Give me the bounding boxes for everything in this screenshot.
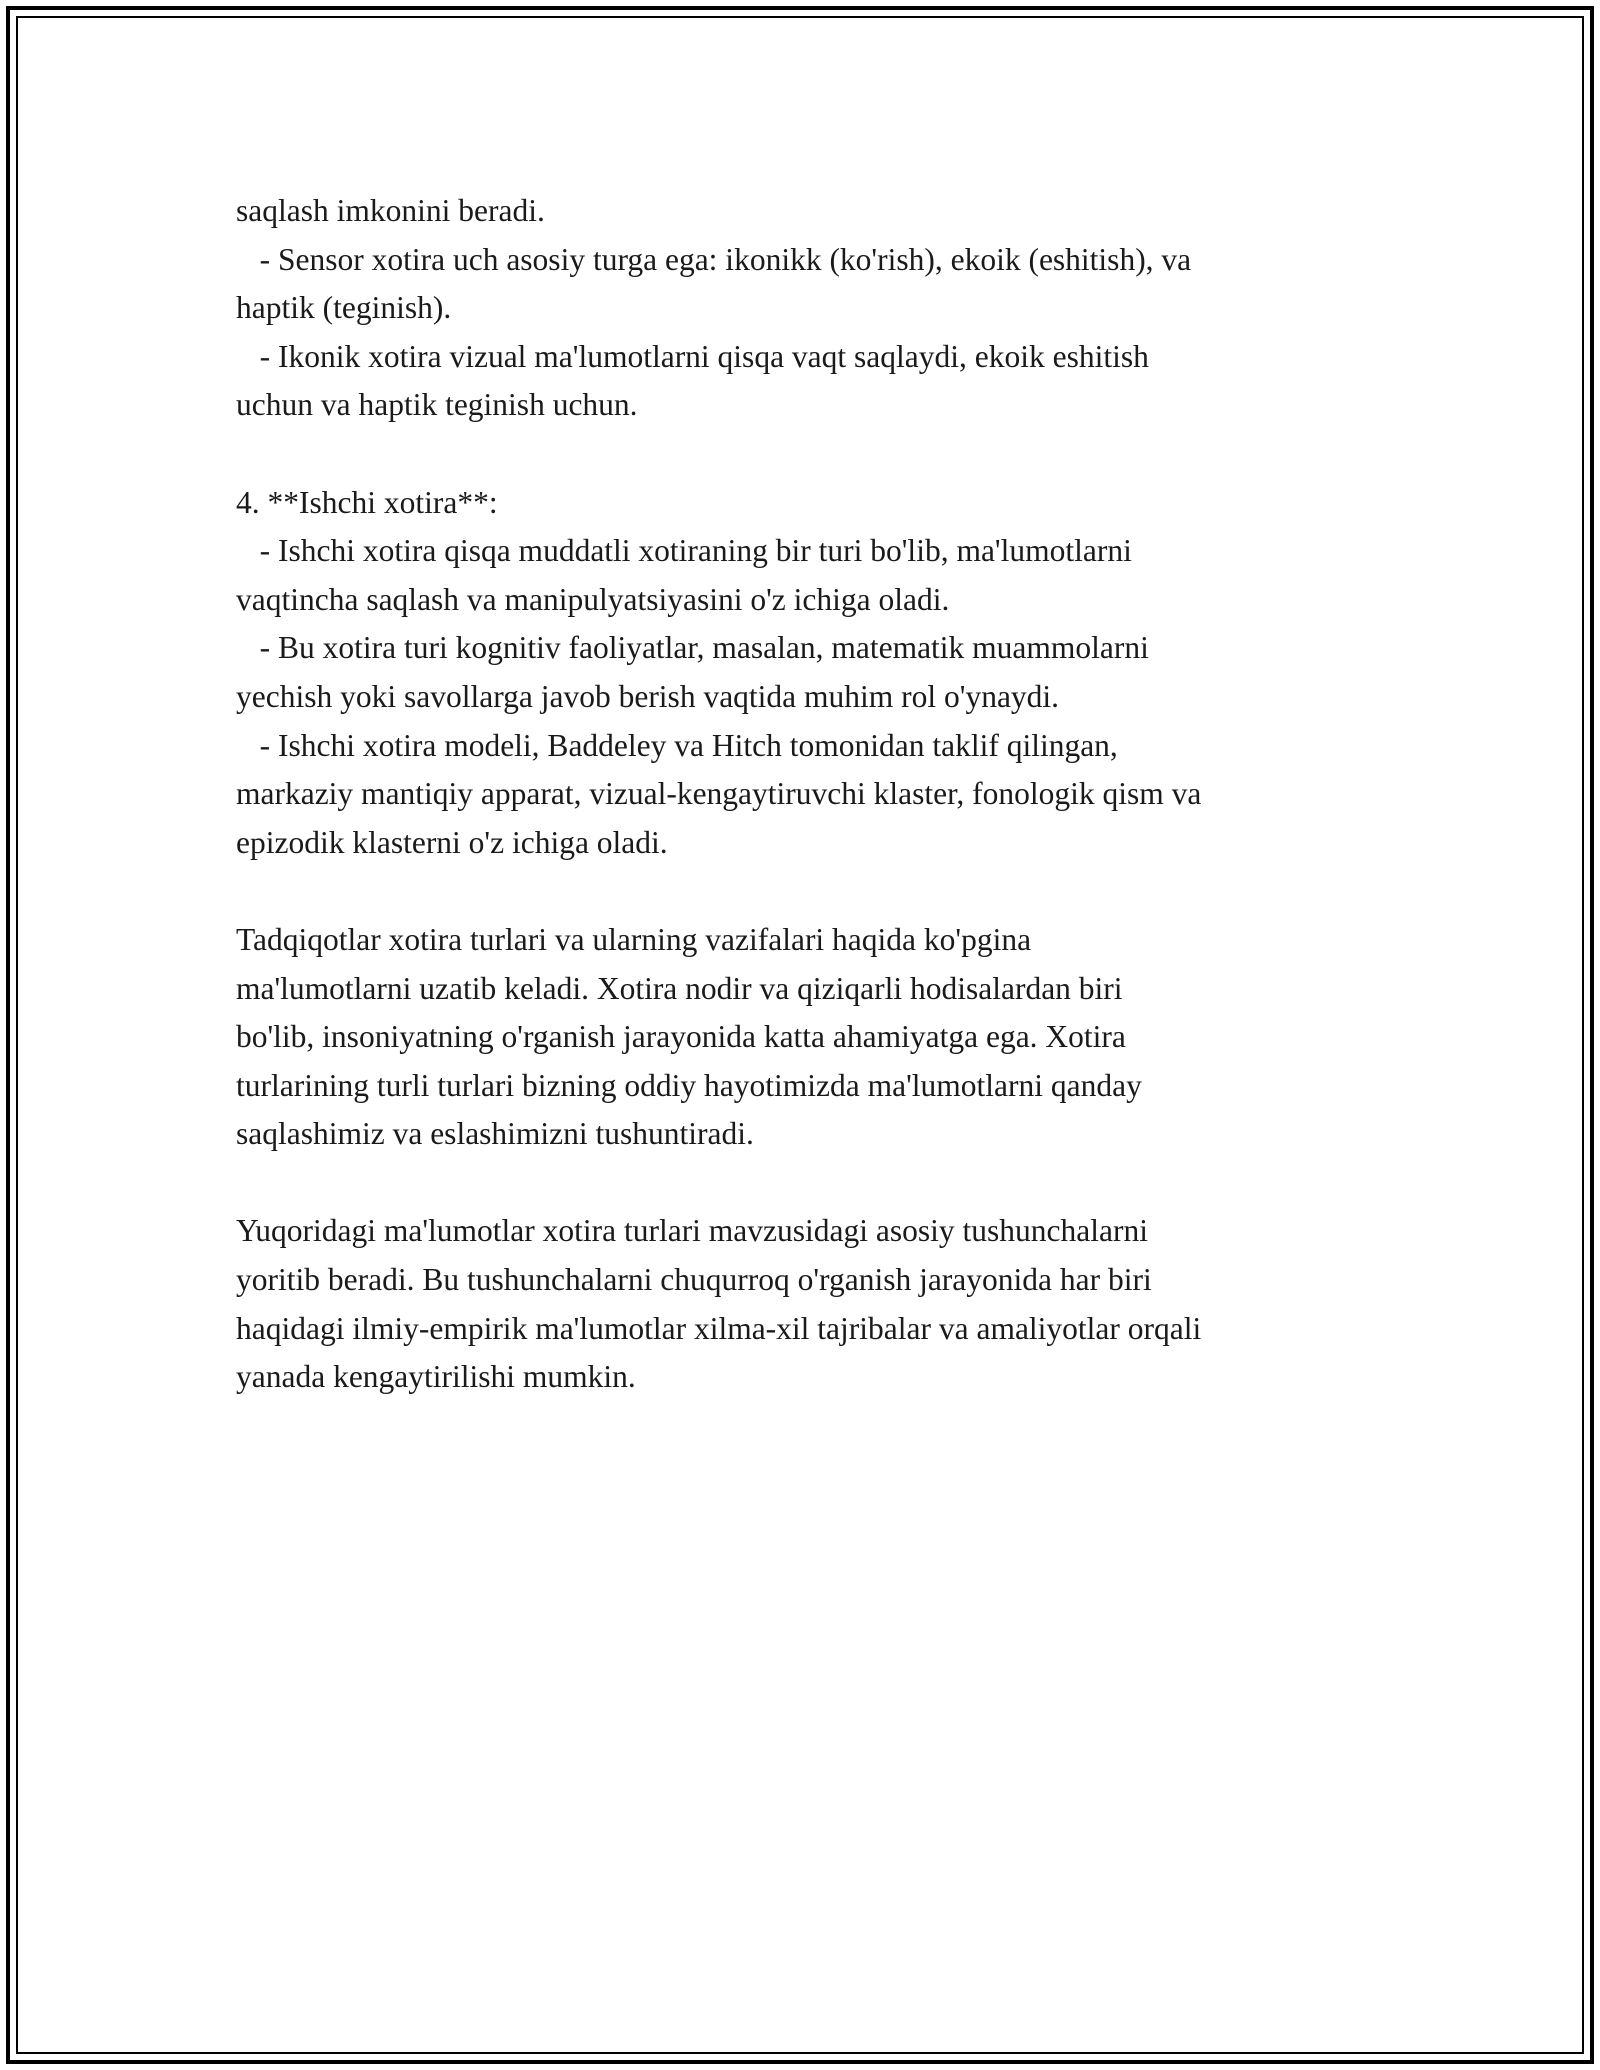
text-line: vaqtincha saqlash va manipulyatsiyasini o'z ichiga oladi. xyxy=(236,581,950,617)
document-body xyxy=(236,187,1416,1402)
section-heading: 4. **Ishchi xotira**: xyxy=(236,484,498,520)
text-line: yoritib beradi. Bu tushunchalarni chuqurroq o'rganish jarayonida har biri xyxy=(236,1262,1152,1298)
text-line: saqlash imkonini beradi. xyxy=(236,193,545,228)
text-line: bo'lib, insoniyatning o'rganish jarayonida katta ahamiyatga ega. Xotira xyxy=(236,1019,1126,1055)
text-line: markaziy mantiqiy apparat, vizual-kengaytiruvchi klaster, fonologik qism va xyxy=(236,776,1202,812)
text-line: haptik (teginish). xyxy=(236,290,452,326)
text-line: - Ishchi xotira modeli, Baddeley va Hitch tomonidan taklif qilingan, xyxy=(236,727,1118,763)
blank-line xyxy=(236,1159,1416,1208)
text-line: Tadqiqotlar xotira turlari va ularning vazifalari haqida ko'pgina xyxy=(236,921,1032,957)
text-line: - Ikonik xotira vizual ma'lumotlarni qisqa vaqt saqlaydi, ekoik eshitish xyxy=(236,338,1149,374)
text-line: Yuqoridagi ma'lumotlar xotira turlari mavzusidagi asosiy tushunchalarni xyxy=(236,1213,1148,1249)
text-line: yanada kengaytirilishi mumkin. xyxy=(236,1359,636,1395)
text-line: epizodik klasterni o'z ichiga oladi. xyxy=(236,824,668,860)
text-line: - Sensor xotira uch asosiy turga ega: ikonikk (ko'rish), ekoik (eshitish), va xyxy=(236,241,1192,277)
text-line: ma'lumotlarni uzatib keladi. Xotira nodir va qiziqarli hodisalardan biri xyxy=(236,970,1123,1006)
blank-line xyxy=(236,430,1416,479)
text-line: uchun va haptik teginish uchun. xyxy=(236,387,638,423)
text-line: yechish yoki savollarga javob berish vaqtida muhim rol o'ynaydi. xyxy=(236,678,1060,714)
text-line: - Ishchi xotira qisqa muddatli xotiraning bir turi bo'lib, ma'lumotlarni xyxy=(236,533,1132,569)
text-line: haqidagi ilmiy-empirik ma'lumotlar xilma-xil tajribalar va amaliyotlar orqali xyxy=(236,1310,1202,1346)
blank-line xyxy=(236,867,1416,916)
text-line: turlarining turli turlari bizning oddiy hayotimizda ma'lumotlarni qanday xyxy=(236,1067,1142,1103)
text-line: - Bu xotira turi kognitiv faoliyatlar, masalan, matematik muammolarni xyxy=(236,630,1149,666)
text-line: saqlashimiz va eslashimizni tushuntiradi. xyxy=(236,1116,754,1152)
